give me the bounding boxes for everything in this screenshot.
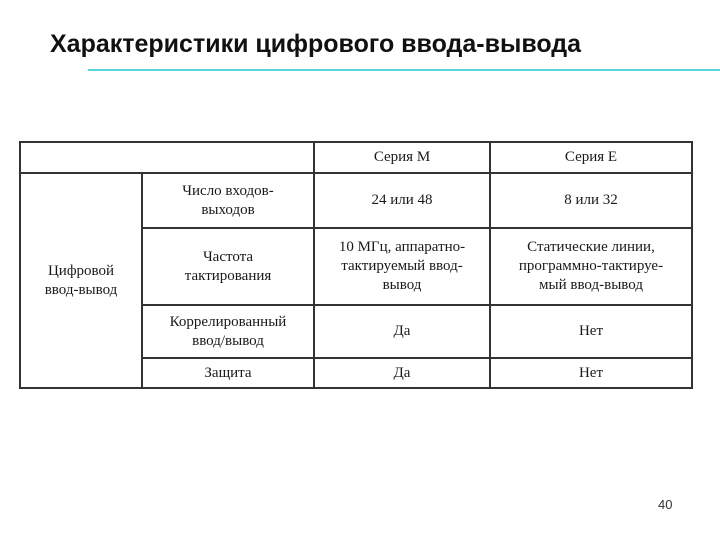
- cell-line: мый ввод-вывод: [539, 277, 643, 293]
- table-header-row: [20, 142, 692, 173]
- group-label-digital-io: [20, 173, 142, 388]
- cell-line: 10 МГц, аппаратно-: [338, 239, 466, 255]
- cell-series-e-clock-rate: [490, 228, 692, 305]
- cell-series-m-io-count: [314, 173, 490, 228]
- cell-series-e-correlated-io: [490, 305, 692, 358]
- row-label-line: Число входов-: [182, 182, 274, 199]
- cell-line: 24 или 48: [371, 192, 433, 208]
- row-label-correlated-io: [142, 305, 314, 358]
- row-label-line: Защита: [204, 364, 252, 381]
- page-number: 40: [658, 497, 673, 512]
- cell-series-e-io-count: [490, 173, 692, 228]
- row-label-line: ввод/вывод: [192, 332, 264, 349]
- slide-title: Характеристики цифрового ввода-вывода: [50, 30, 582, 58]
- cell-series-m-protection: [314, 358, 490, 388]
- cell-line: программно-тактируе-: [518, 258, 664, 274]
- cell-series-m-clock-rate: [314, 228, 490, 305]
- cell-line: Да: [393, 323, 411, 339]
- title-underline: [88, 69, 720, 71]
- row-label-line: тактирования: [184, 267, 272, 284]
- group-label-line: Цифровой: [47, 262, 115, 279]
- cell-series-e-protection: [490, 358, 692, 388]
- cell-line: Да: [393, 364, 411, 381]
- cell-series-m-correlated-io: [314, 305, 490, 358]
- row-label-clock-rate: [142, 228, 314, 305]
- cell-line: тактируемый ввод-: [341, 258, 463, 274]
- group-label-line: ввод-вывод: [44, 281, 118, 298]
- cell-line: 8 или 32: [564, 192, 618, 208]
- row-label-protection: [142, 358, 314, 388]
- table-row: [20, 173, 692, 228]
- row-label-io-count: [142, 173, 314, 228]
- cell-line: Нет: [578, 364, 604, 381]
- cell-line: Нет: [578, 323, 604, 339]
- column-header-series-e: Серия Е: [490, 142, 692, 173]
- cell-line: вывод: [382, 277, 422, 293]
- cell-line: Статические линии,: [527, 239, 655, 255]
- column-header-series-m: Серия М: [314, 142, 490, 173]
- header-empty-cell: [20, 142, 314, 173]
- spec-table: [19, 141, 693, 389]
- row-label-line: Частота: [202, 248, 254, 265]
- row-label-line: выходов: [201, 201, 255, 218]
- row-label-line: Коррелированный: [169, 313, 287, 330]
